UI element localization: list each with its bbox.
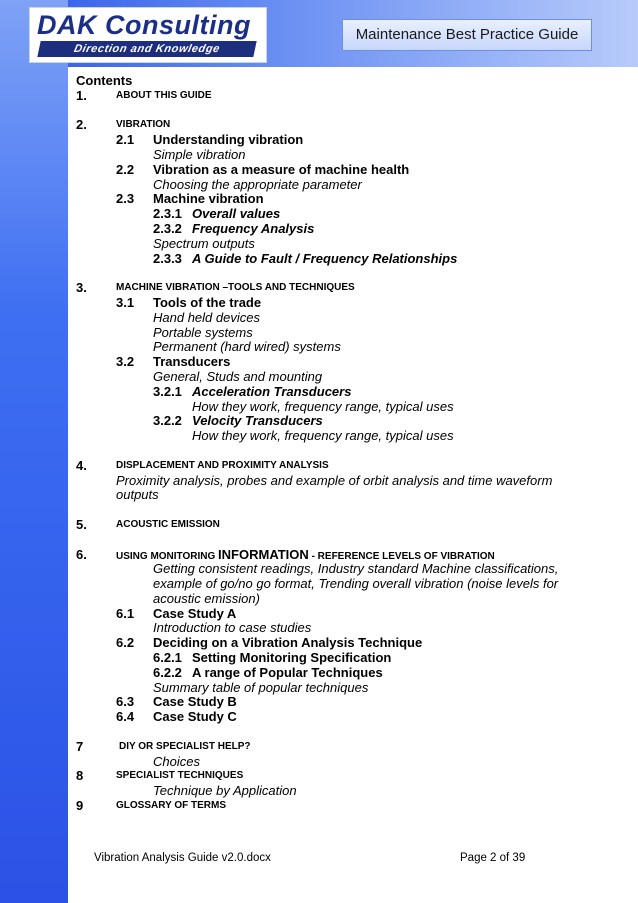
- toc-number: 2.3.3: [153, 250, 182, 266]
- toc-number: 6.: [76, 546, 87, 562]
- left-margin-band: [0, 0, 68, 903]
- toc-title: GLOSSARY OF TERMS: [116, 800, 227, 812]
- toc-title: Case Study A: [153, 605, 237, 621]
- toc-entry-2-3-3[interactable]: [76, 252, 566, 267]
- toc-entry-6-4[interactable]: [76, 710, 566, 725]
- logo-tagline: Direction and Knowledge: [37, 41, 256, 57]
- toc-description: Spectrum outputs: [153, 235, 255, 251]
- toc-title: Velocity Transducers: [192, 413, 323, 429]
- toc-entry-2-1[interactable]: [76, 133, 566, 148]
- toc-entry-9[interactable]: [76, 799, 566, 814]
- toc-number: 3.1: [116, 294, 135, 310]
- toc-entry-6-3[interactable]: [76, 695, 566, 710]
- toc-number: 6.2.2: [153, 664, 182, 680]
- toc-title: Acceleration Transducers: [192, 383, 352, 399]
- toc-description: Technique by Application: [153, 783, 297, 799]
- toc-entry-2[interactable]: [76, 118, 566, 133]
- toc-description: Proximity analysis, probes and example of orbit analysis and time waveform outputs: [116, 472, 553, 503]
- toc-title: Setting Monitoring Specification: [192, 650, 392, 666]
- logo-name: DAK Consulting: [37, 10, 251, 40]
- toc-entry-2-3-2[interactable]: [76, 222, 566, 237]
- toc-description: Choosing the appropriate parameter: [153, 176, 362, 192]
- toc-entry-3-2-2[interactable]: [76, 414, 566, 429]
- toc-title: USING MONITORING INFORMATION - REFERENCE LEVELS OF VIBRATION: [116, 546, 495, 562]
- company-logo: [29, 7, 267, 63]
- toc-entry-6-2-2[interactable]: [76, 666, 566, 681]
- toc-description: Simple vibration: [153, 146, 246, 162]
- toc-entry-2-3-1[interactable]: [76, 207, 566, 222]
- toc-entry-3[interactable]: [76, 281, 566, 296]
- toc-title: Deciding on a Vibration Analysis Technique: [153, 635, 423, 651]
- toc-description: How they work, frequency range, typical uses: [192, 428, 454, 444]
- toc-description: Getting consistent readings, Industry standard Machine classifications, example of go/no go format, Trending overall vibration (noise levels for acoustic emission): [153, 561, 559, 606]
- table-of-contents: [76, 74, 566, 814]
- toc-number: 6.1: [116, 605, 135, 621]
- toc-entry-4[interactable]: [76, 459, 566, 474]
- toc-entry-3-2-1[interactable]: [76, 385, 566, 400]
- toc-title: Understanding vibration: [153, 132, 304, 148]
- toc-number: 6.2.1: [153, 650, 182, 666]
- toc-number: 7: [76, 738, 84, 754]
- footer-page-number: Page 2 of 39: [460, 852, 526, 864]
- toc-title: A Guide to Fault / Frequency Relationships: [192, 250, 458, 266]
- toc-number: 2.: [76, 117, 87, 133]
- toc-description: Summary table of popular techniques: [153, 679, 369, 695]
- toc-number: 8: [76, 768, 84, 784]
- toc-title: Case Study C: [153, 709, 237, 725]
- toc-title: DIY OR SPECIALIST HELP?: [119, 740, 251, 752]
- toc-entry-8[interactable]: [76, 769, 566, 784]
- toc-entry-2-3[interactable]: [76, 192, 566, 207]
- footer-filename: Vibration Analysis Guide v2.0.docx: [94, 852, 271, 864]
- toc-description: How they work, frequency range, typical uses: [192, 398, 454, 414]
- toc-title: A range of Popular Techniques: [192, 664, 383, 680]
- toc-entry-6[interactable]: [76, 548, 566, 563]
- toc-title: ACOUSTIC EMISSION: [116, 518, 220, 530]
- contents-heading: Contents: [76, 73, 133, 88]
- toc-number: 6.3: [116, 694, 135, 710]
- toc-number: 6.2: [116, 635, 135, 651]
- toc-title: Transducers: [153, 354, 231, 370]
- toc-title: Case Study B: [153, 694, 237, 710]
- toc-title: Frequency Analysis: [192, 220, 315, 236]
- toc-number: 2.3: [116, 191, 135, 207]
- toc-number: 2.1: [116, 132, 135, 148]
- toc-title: ABOUT THIS GUIDE: [116, 89, 212, 101]
- toc-entry-3-2[interactable]: [76, 355, 566, 370]
- toc-entry-3-1[interactable]: [76, 296, 566, 311]
- toc-entry-6-2-1[interactable]: [76, 651, 566, 666]
- toc-entry-7[interactable]: [76, 740, 566, 755]
- toc-entry-6-2[interactable]: [76, 636, 566, 651]
- toc-entry-2-2[interactable]: [76, 163, 566, 178]
- toc-title: Overall values: [192, 206, 281, 222]
- toc-description: Introduction to case studies: [153, 620, 312, 636]
- toc-number: 2.3.2: [153, 220, 182, 236]
- toc-number: 6.4: [116, 709, 135, 725]
- toc-title: MACHINE VIBRATION –TOOLS AND TECHNIQUES: [116, 282, 355, 294]
- toc-description: Hand held devices: [153, 309, 260, 325]
- toc-number: 3.: [76, 280, 87, 296]
- toc-description: General, Studs and mounting: [153, 368, 323, 384]
- toc-description: Portable systems: [153, 324, 253, 340]
- toc-number: 1.: [76, 87, 87, 103]
- toc-number: 2.3.1: [153, 206, 182, 222]
- toc-number: 4.: [76, 457, 87, 473]
- toc-number: 3.2: [116, 354, 135, 370]
- toc-title: Vibration as a measure of machine health: [153, 161, 410, 177]
- toc-title: Machine vibration: [153, 191, 264, 207]
- toc-number: 5.: [76, 516, 87, 532]
- toc-entry-1[interactable]: [76, 89, 566, 104]
- document-title: Maintenance Best Practice Guide: [342, 19, 592, 51]
- toc-entry-5[interactable]: [76, 518, 566, 533]
- toc-entry-6-1[interactable]: [76, 607, 566, 622]
- toc-title: Tools of the trade: [153, 294, 262, 310]
- toc-description: Permanent (hard wired) systems: [153, 339, 341, 355]
- toc-title: DISPLACEMENT AND PROXIMITY ANALYSIS: [116, 459, 329, 471]
- toc-number: 3.2.2: [153, 413, 182, 429]
- toc-title: SPECIALIST TECHNIQUES: [116, 770, 244, 782]
- toc-number: 9: [76, 798, 84, 814]
- toc-number: 2.2: [116, 161, 135, 177]
- toc-description: Choices: [153, 753, 200, 769]
- toc-title: VIBRATION: [116, 119, 171, 131]
- toc-number: 3.2.1: [153, 383, 182, 399]
